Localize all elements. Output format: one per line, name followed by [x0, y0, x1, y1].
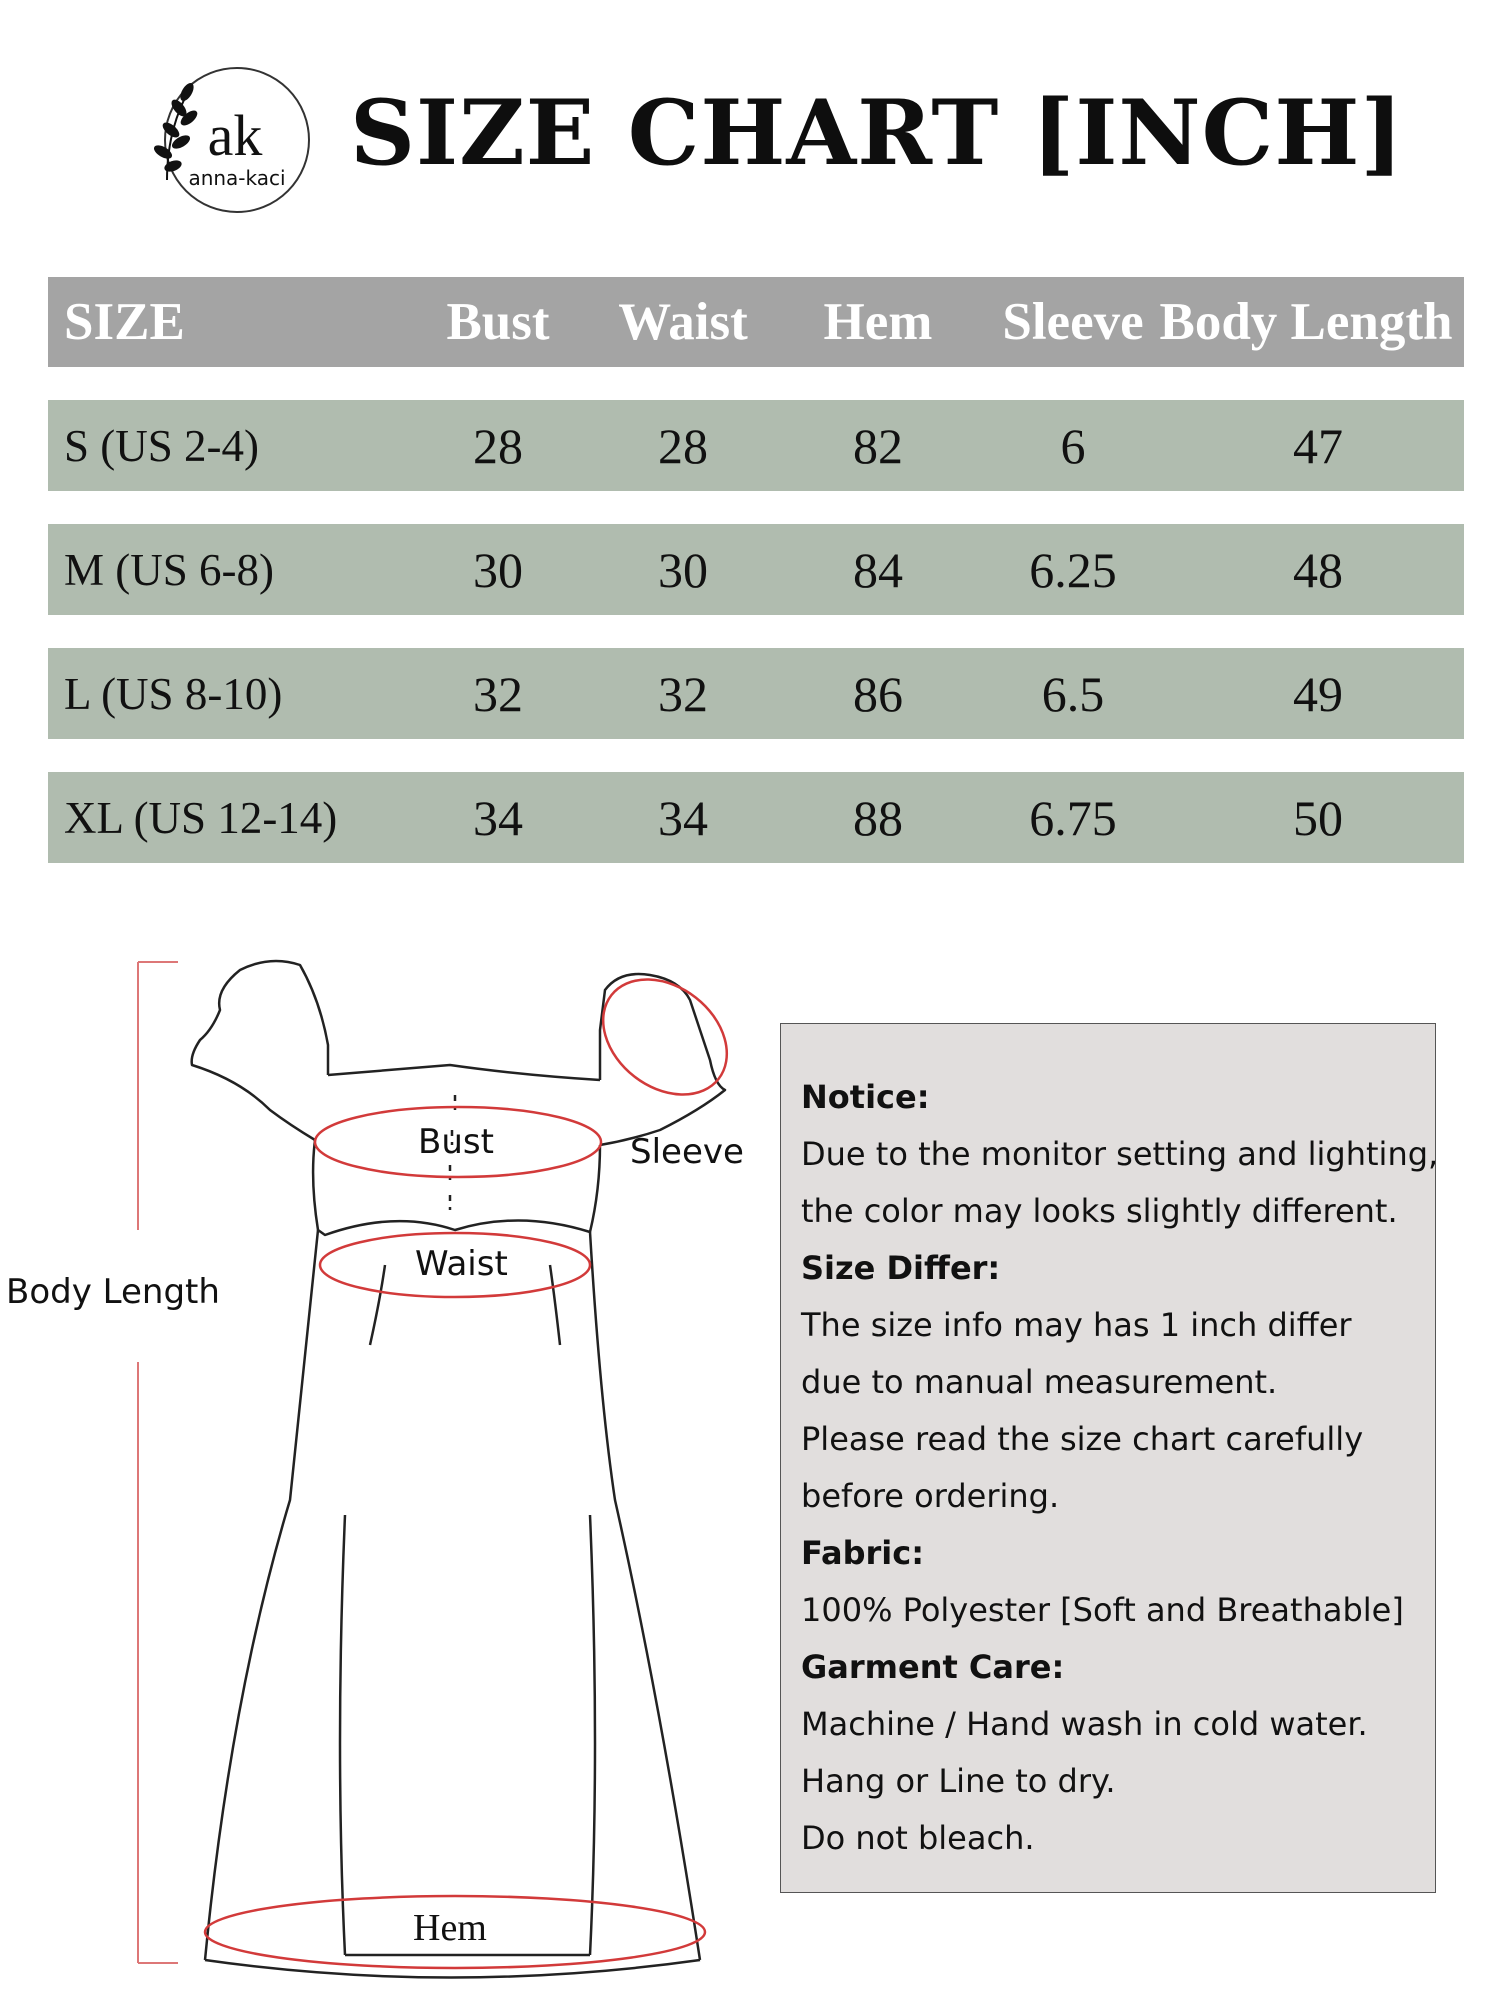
column-header-size: SIZE [64, 293, 185, 351]
sleeve-cell: 6 [1060, 417, 1086, 474]
column-header-body-length: Body Length [1159, 293, 1453, 351]
brand-logo [137, 60, 317, 220]
notice-text: the color may looks slightly different. [801, 1192, 1398, 1230]
waist-label: Waist [415, 1244, 508, 1284]
size-cell: S (US 2-4) [64, 420, 260, 471]
column-header-waist: Waist [618, 293, 748, 351]
size-differ-text: before ordering. [801, 1477, 1060, 1515]
dress-measurement-diagram [0, 940, 760, 2000]
bust-cell: 34 [473, 789, 523, 846]
column-header-bust: Bust [446, 293, 550, 351]
body-length-cell: 48 [1293, 541, 1343, 598]
hem-cell: 86 [853, 665, 903, 722]
garment-care-text: Do not bleach. [801, 1819, 1035, 1857]
hem-cell: 84 [853, 541, 903, 598]
hem-cell: 88 [853, 789, 903, 846]
table-row [48, 772, 1464, 863]
header [0, 40, 1500, 240]
body-length-bracket [138, 962, 178, 1963]
waist-cell: 34 [658, 789, 708, 846]
size-cell: L (US 8-10) [64, 668, 283, 719]
bust-cell: 30 [473, 541, 523, 598]
fabric-text: 100% Polyester [Soft and Breathable] [801, 1591, 1404, 1629]
dress-outline-icon [192, 961, 725, 1978]
notice-text: Due to the monitor setting and lighting, [801, 1135, 1439, 1173]
body-length-cell: 49 [1293, 665, 1343, 722]
waist-cell: 30 [658, 541, 708, 598]
garment-care-text: Machine / Hand wash in cold water. [801, 1705, 1368, 1743]
measurement-ellipses [205, 956, 749, 1968]
bust-label: Bust [418, 1122, 494, 1162]
body-length-label: Body Length [6, 1272, 220, 1312]
size-differ-text: due to manual measurement. [801, 1363, 1278, 1401]
hem-label: Hem [413, 1907, 487, 1949]
notice-heading: Notice: [801, 1078, 930, 1116]
table-row [48, 524, 1464, 615]
garment-care-text: Hang or Line to dry. [801, 1762, 1116, 1800]
bust-cell: 32 [473, 665, 523, 722]
sleeve-cell: 6.5 [1041, 665, 1105, 722]
fabric-heading: Fabric: [801, 1534, 924, 1572]
page-title: SIZE CHART [INCH] [350, 80, 1404, 186]
logo-name: anna-kaci [188, 166, 286, 190]
size-cell: XL (US 12-14) [64, 792, 338, 843]
table-row [48, 648, 1464, 739]
bust-cell: 28 [473, 417, 523, 474]
sleeve-cell: 6.75 [1029, 789, 1117, 846]
size-differ-text: Please read the size chart carefully [801, 1420, 1364, 1458]
waist-cell: 28 [658, 417, 708, 474]
sleeve-label: Sleeve [630, 1132, 744, 1172]
body-length-cell: 50 [1293, 789, 1343, 846]
table-row [48, 400, 1464, 491]
body-length-cell: 47 [1293, 417, 1343, 474]
size-differ-heading: Size Differ: [801, 1249, 1001, 1287]
column-header-sleeve: Sleeve [1002, 293, 1144, 351]
garment-care-heading: Garment Care: [801, 1648, 1065, 1686]
waist-cell: 32 [658, 665, 708, 722]
size-differ-text: The size info may has 1 inch differ [801, 1306, 1352, 1344]
hem-cell: 82 [853, 417, 903, 474]
size-table [48, 277, 1464, 863]
size-cell: M (US 6-8) [64, 544, 274, 595]
column-header-hem: Hem [823, 293, 933, 351]
sleeve-cell: 6.25 [1029, 541, 1117, 598]
notice-box [780, 1023, 1439, 1893]
table-header-row [48, 277, 1464, 367]
logo-letters: ak [207, 103, 263, 168]
